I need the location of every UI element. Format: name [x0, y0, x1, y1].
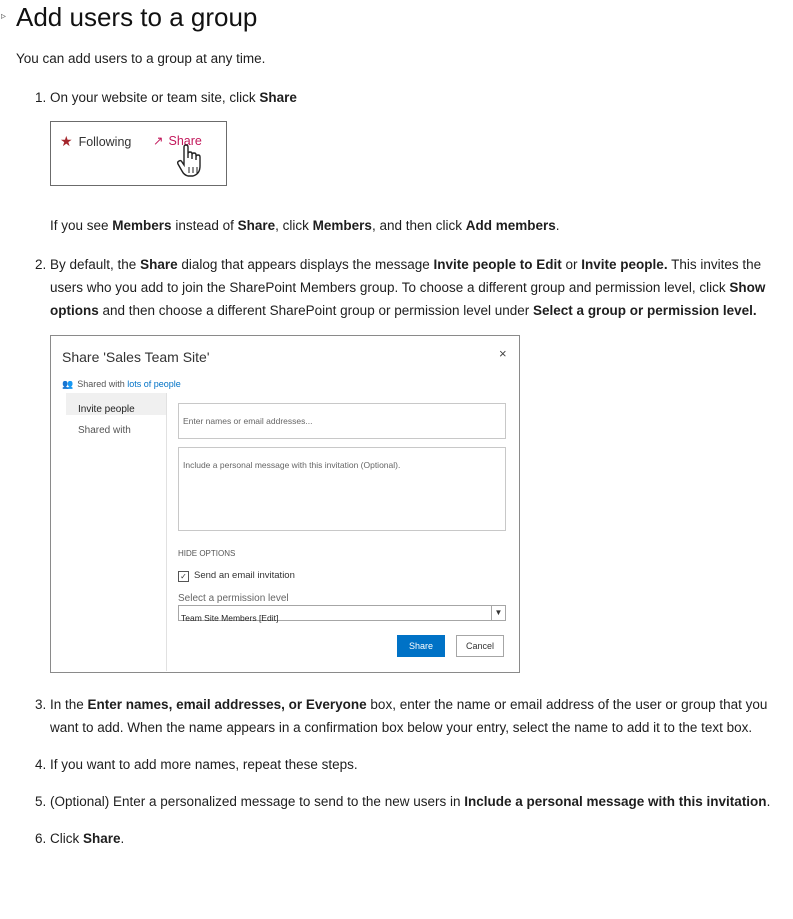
dialog-title: Share 'Sales Team Site' [62, 349, 210, 365]
step-3 [50, 693, 790, 739]
intro-text: You can add users to a group at any time. [16, 51, 266, 66]
note-bold: Members [112, 218, 172, 233]
step-1-bold: Share [259, 90, 297, 105]
steps-list [14, 86, 790, 850]
shared-with-text: Shared with [77, 379, 128, 389]
share-screenshot [50, 121, 227, 186]
note-text: , click [275, 218, 313, 233]
share-button[interactable]: Share [397, 635, 445, 657]
note-bold: Members [312, 218, 372, 233]
tab-invite-people-label: Invite people [78, 404, 135, 415]
following-label: Following [78, 135, 132, 149]
step-4 [50, 753, 790, 776]
cancel-button[interactable]: Cancel [456, 635, 504, 657]
close-icon[interactable]: × [499, 346, 507, 361]
note-text: . [555, 218, 560, 233]
step-3-text: box, enter the name or email address of the user or group that you want to add. When the name appears in a confirmation box below your entry, select the name to add it to the text box. [50, 697, 768, 735]
step-1-text: On your website or team site, click [50, 90, 260, 105]
step-6-text: Click [50, 831, 83, 846]
step-2-bold: Select a group or permission level. [533, 303, 757, 318]
step-3-bold: Enter names, email addresses, or Everyone [87, 697, 367, 712]
hand-cursor-icon [175, 144, 207, 178]
names-input[interactable] [178, 403, 506, 439]
step-2-text: dialog that appears displays the message [177, 257, 434, 272]
permission-value: Team Site Members [Edit] [181, 613, 279, 623]
message-placeholder: Include a personal message with this invitation (Optional). [183, 460, 401, 470]
people-icon: 👥 [62, 379, 74, 389]
step-5-text: (Optional) Enter a personalized message to send to the new users in [50, 794, 465, 809]
step-2 [50, 253, 790, 673]
tab-invite-people[interactable] [66, 393, 166, 415]
step-5 [50, 790, 790, 813]
members-note [50, 214, 790, 237]
step-5-bold: Include a personal message with this invitation [464, 794, 767, 809]
send-email-label: Send an email invitation [194, 570, 295, 581]
share-dialog-screenshot [50, 335, 520, 673]
collapse-toggle-icon[interactable]: ▹ [1, 11, 7, 22]
note-text: instead of [171, 218, 238, 233]
message-textarea[interactable] [178, 447, 506, 531]
note-text: If you see [50, 218, 113, 233]
hide-options-link[interactable]: HIDE OPTIONS [178, 549, 236, 558]
step-2-text: This invites the users who you add to join the SharePoint Members group. To choose a different group and permission level, click [50, 257, 762, 295]
note-bold: Share [237, 218, 276, 233]
lots-of-people-link[interactable]: lots of people [127, 379, 181, 389]
tab-shared-with[interactable]: Shared with [78, 425, 131, 436]
names-placeholder: Enter names or email addresses... [183, 416, 313, 426]
step-2-text: and then choose a different SharePoint group or permission level under [98, 303, 534, 318]
following-link[interactable] [60, 130, 131, 154]
step-5-text: . [766, 794, 771, 809]
step-2-text: By default, the [50, 257, 141, 272]
share-icon: ↗ [153, 134, 164, 148]
step-6-bold: Share [83, 831, 121, 846]
permission-label: Select a permission level [178, 593, 289, 604]
page-title: Add users to a group [16, 2, 258, 32]
step-2-bold: Invite people to Edit [433, 257, 562, 272]
permission-select[interactable] [178, 605, 506, 621]
step-2-bold: Invite people. [581, 257, 668, 272]
step-6 [50, 827, 790, 850]
note-bold: Add members [465, 218, 556, 233]
step-1 [50, 86, 790, 237]
note-text: , and then click [371, 218, 466, 233]
send-email-checkbox[interactable]: ✓ [178, 571, 189, 582]
chevron-down-icon[interactable]: ▼ [491, 606, 505, 620]
share-label: Share [168, 134, 202, 148]
dialog-left-nav [66, 393, 167, 671]
step-3-text: In the [50, 697, 88, 712]
step-2-bold: Show options [50, 280, 766, 318]
step-4-text: If you want to add more names, repeat these steps. [50, 757, 358, 772]
step-6-text: . [120, 831, 125, 846]
step-2-text: or [561, 257, 582, 272]
send-email-checkbox-row[interactable] [178, 564, 295, 587]
star-icon: ★ [60, 133, 73, 149]
step-2-bold: Share [140, 257, 178, 272]
